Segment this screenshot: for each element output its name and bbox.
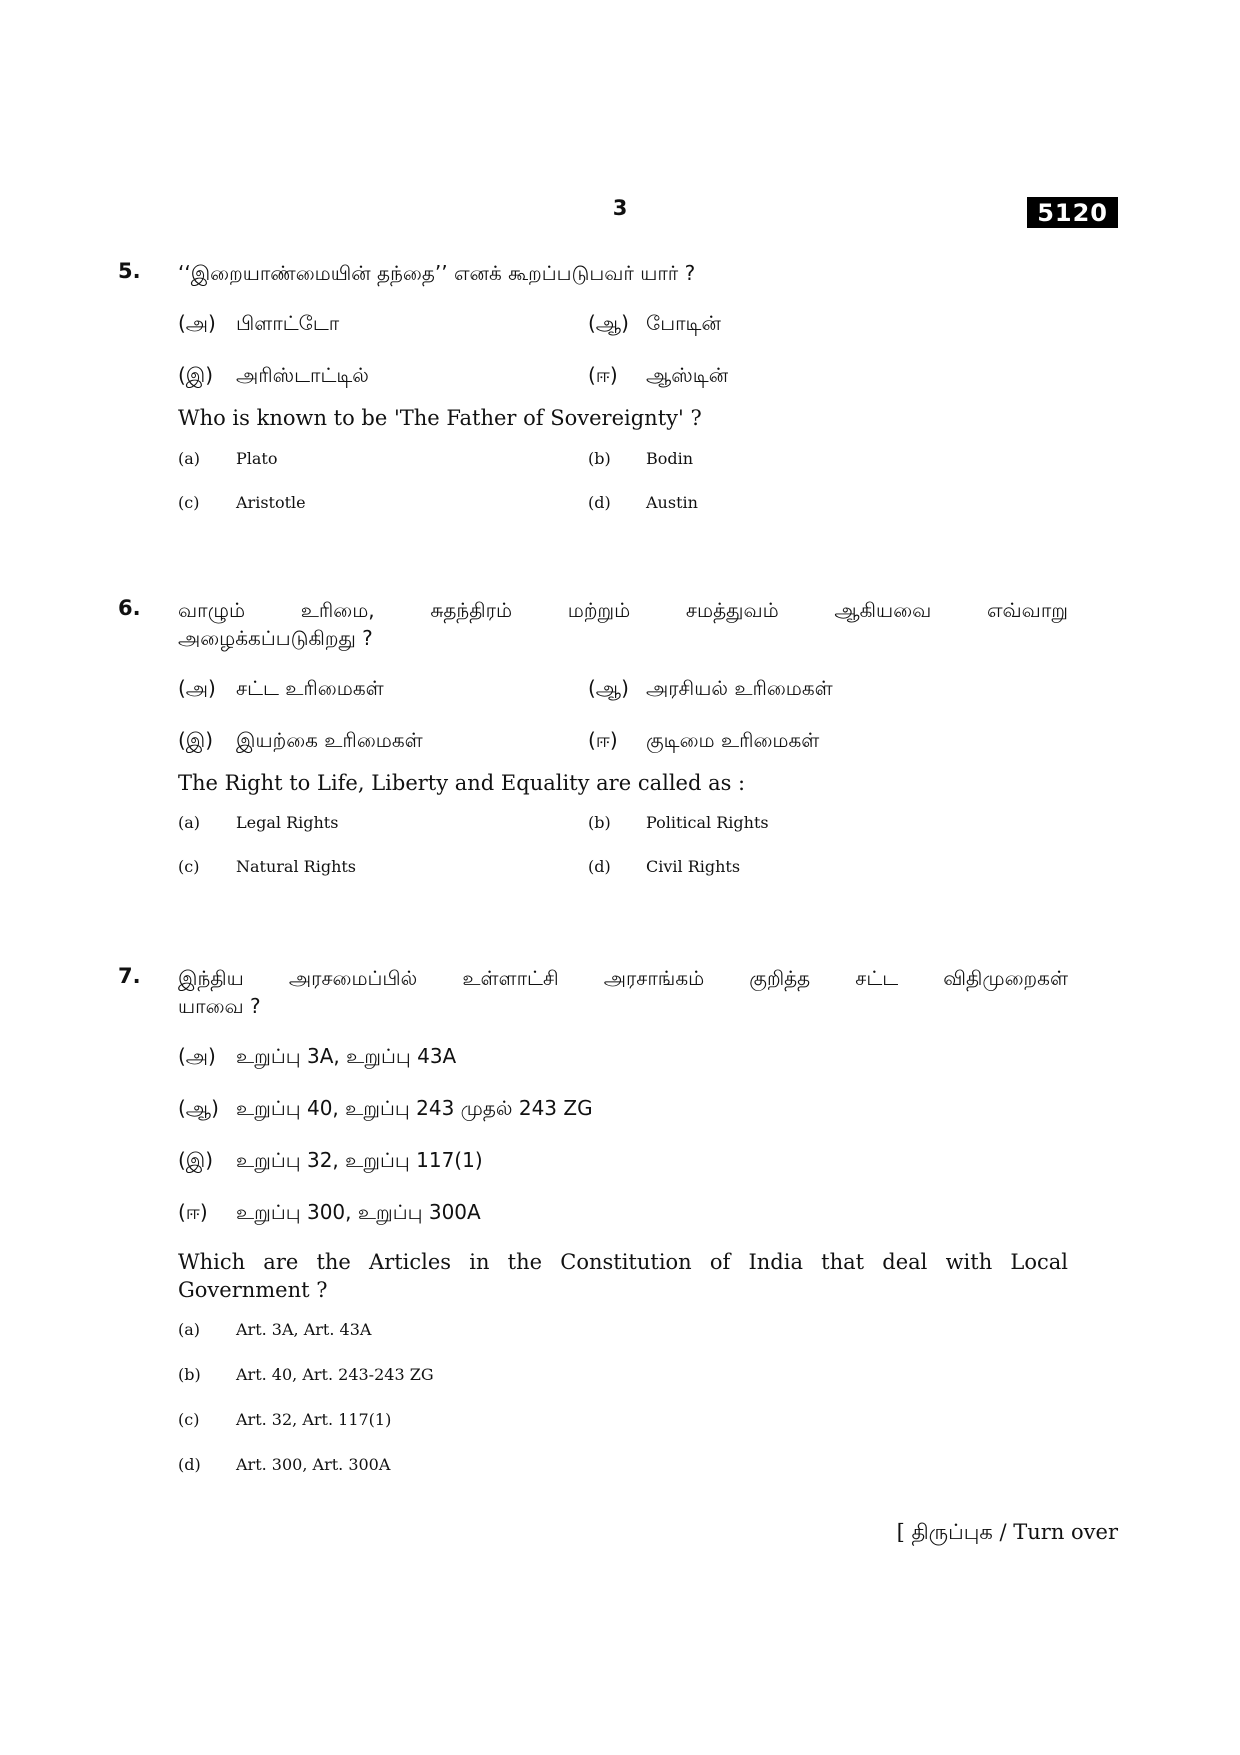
option-marker: (a) — [178, 813, 201, 832]
tamil-option-a — [178, 676, 384, 703]
english-option-c — [178, 857, 356, 876]
option-text: குடிமை உரிமைகள் — [646, 728, 820, 752]
option-marker: (c) — [178, 857, 200, 876]
option-text: ஆஸ்டின் — [646, 363, 729, 387]
option-marker: (a) — [178, 1320, 201, 1339]
option-marker: (அ) — [178, 311, 216, 335]
english-option-b — [588, 449, 693, 468]
option-marker: (d) — [588, 493, 611, 512]
question-text-english-line-2: Government ? — [178, 1278, 328, 1302]
option-marker: (a) — [178, 449, 201, 468]
option-text: இயற்கை உரிமைகள் — [236, 728, 423, 752]
option-marker: (இ) — [178, 728, 214, 752]
tamil-option-c — [178, 1148, 483, 1175]
option-text: Art. 3A, Art. 43A — [236, 1320, 372, 1339]
tamil-option-a — [178, 311, 339, 338]
question-text-english: The Right to Life, Liberty and Equality are called as : — [178, 771, 746, 795]
tamil-option-b — [178, 1096, 593, 1123]
option-row — [178, 311, 1068, 339]
question-body — [178, 964, 1068, 1483]
question-text-english: Who is known to be 'The Father of Sovereignty' ? — [178, 406, 702, 430]
english-option-d — [588, 493, 698, 512]
option-row — [178, 1044, 1068, 1072]
option-text: பிளாட்டோ — [236, 311, 340, 335]
option-row — [178, 1410, 1068, 1438]
option-marker: (b) — [178, 1365, 201, 1384]
english-option-c — [178, 493, 306, 512]
option-text: Natural Rights — [236, 857, 357, 876]
option-row — [178, 1096, 1068, 1124]
english-option-d — [588, 857, 740, 876]
question-text-tamil-line-2: யாவை ? — [178, 994, 261, 1018]
option-marker: (d) — [588, 857, 611, 876]
option-marker: (c) — [178, 493, 200, 512]
option-text: Plato — [236, 449, 278, 468]
tamil-option-c — [178, 363, 369, 390]
option-text: Civil Rights — [646, 857, 741, 876]
option-marker: (ஈ) — [588, 728, 618, 752]
option-text: போடின் — [646, 311, 721, 335]
option-text: உறுப்பு 40, உறுப்பு 243 முதல் 243 ZG — [236, 1096, 593, 1120]
english-option-a — [178, 449, 277, 468]
option-row — [178, 728, 1068, 756]
option-row — [178, 1455, 1068, 1483]
option-marker: (c) — [178, 1410, 200, 1429]
tamil-option-d — [178, 1200, 481, 1227]
option-text: சட்ட உரிமைகள் — [236, 676, 384, 700]
option-row — [178, 857, 1068, 885]
english-option-d — [178, 1455, 390, 1474]
option-marker: (அ) — [178, 676, 216, 700]
option-text: உறுப்பு 32, உறுப்பு 117(1) — [236, 1148, 483, 1172]
option-marker: (d) — [178, 1455, 201, 1474]
tamil-option-b — [588, 676, 833, 703]
option-row — [178, 1320, 1068, 1348]
tamil-option-b — [588, 311, 721, 338]
option-marker: (ஆ) — [588, 311, 629, 335]
option-row — [178, 676, 1068, 704]
option-marker: (ஆ) — [178, 1096, 219, 1120]
option-row — [178, 813, 1068, 841]
question-text-tamil-line-2: அழைக்கப்படுகிறது ? — [178, 626, 373, 650]
tamil-option-d — [588, 728, 819, 755]
english-option-a — [178, 813, 338, 832]
option-text: Bodin — [646, 449, 694, 468]
option-row — [178, 449, 1068, 477]
option-marker: (b) — [588, 449, 611, 468]
option-row — [178, 1148, 1068, 1176]
option-text: Austin — [646, 493, 698, 512]
english-option-a — [178, 1320, 371, 1339]
option-text: Aristotle — [236, 493, 306, 512]
option-marker: (இ) — [178, 1148, 214, 1172]
question-text-tamil: ‘‘இறையாண்மையின் தந்தை’’ எனக் கூறப்படுபவர் யார் ? — [178, 261, 696, 285]
turn-over-note: [ திருப்புக / Turn over — [896, 1520, 1118, 1544]
option-marker: (இ) — [178, 363, 214, 387]
english-option-b — [178, 1365, 434, 1384]
question-body — [178, 596, 1068, 885]
english-option-b — [588, 813, 769, 832]
option-row — [178, 1365, 1068, 1393]
option-text: Art. 40, Art. 243-243 ZG — [236, 1365, 434, 1384]
option-text: உறுப்பு 3A, உறுப்பு 43A — [236, 1044, 457, 1068]
question-text-tamil-line-1: இந்திய அரசமைப்பில் உள்ளாட்சி அரசாங்கம் குறித்த சட்ட விதிமுறைகள் — [178, 966, 1068, 990]
option-marker: (b) — [588, 813, 611, 832]
tamil-option-d — [588, 363, 728, 390]
option-text: உறுப்பு 300, உறுப்பு 300A — [236, 1200, 481, 1224]
page-number: 3 — [612, 196, 628, 220]
option-text: Legal Rights — [236, 813, 339, 832]
option-row — [178, 363, 1068, 391]
paper-code-badge: 5120 — [1027, 197, 1118, 228]
option-marker: (ஆ) — [588, 676, 629, 700]
english-option-c — [178, 1410, 391, 1429]
option-text: Political Rights — [646, 813, 769, 832]
question-number: 7. — [118, 964, 141, 988]
question-body — [178, 259, 1068, 521]
tamil-option-a — [178, 1044, 456, 1071]
option-text: அரிஸ்டாட்டில் — [236, 363, 369, 387]
option-row — [178, 493, 1068, 521]
question-number: 6. — [118, 596, 141, 620]
option-text: Art. 32, Art. 117(1) — [236, 1410, 392, 1429]
question-number: 5. — [118, 259, 141, 283]
option-marker: (அ) — [178, 1044, 216, 1068]
option-marker: (ஈ) — [178, 1200, 208, 1224]
option-text: அரசியல் உரிமைகள் — [646, 676, 833, 700]
option-marker: (ஈ) — [588, 363, 618, 387]
question-text-english-line-1: Which are the Articles in the Constitution of India that deal with Local — [178, 1250, 1068, 1274]
option-text: Art. 300, Art. 300A — [236, 1455, 391, 1474]
option-row — [178, 1200, 1068, 1228]
tamil-option-c — [178, 728, 423, 755]
question-text-tamil-line-1: வாழும் உரிமை, சுதந்திரம் மற்றும் சமத்துவம் ஆகியவை எவ்வாறு — [178, 598, 1068, 622]
